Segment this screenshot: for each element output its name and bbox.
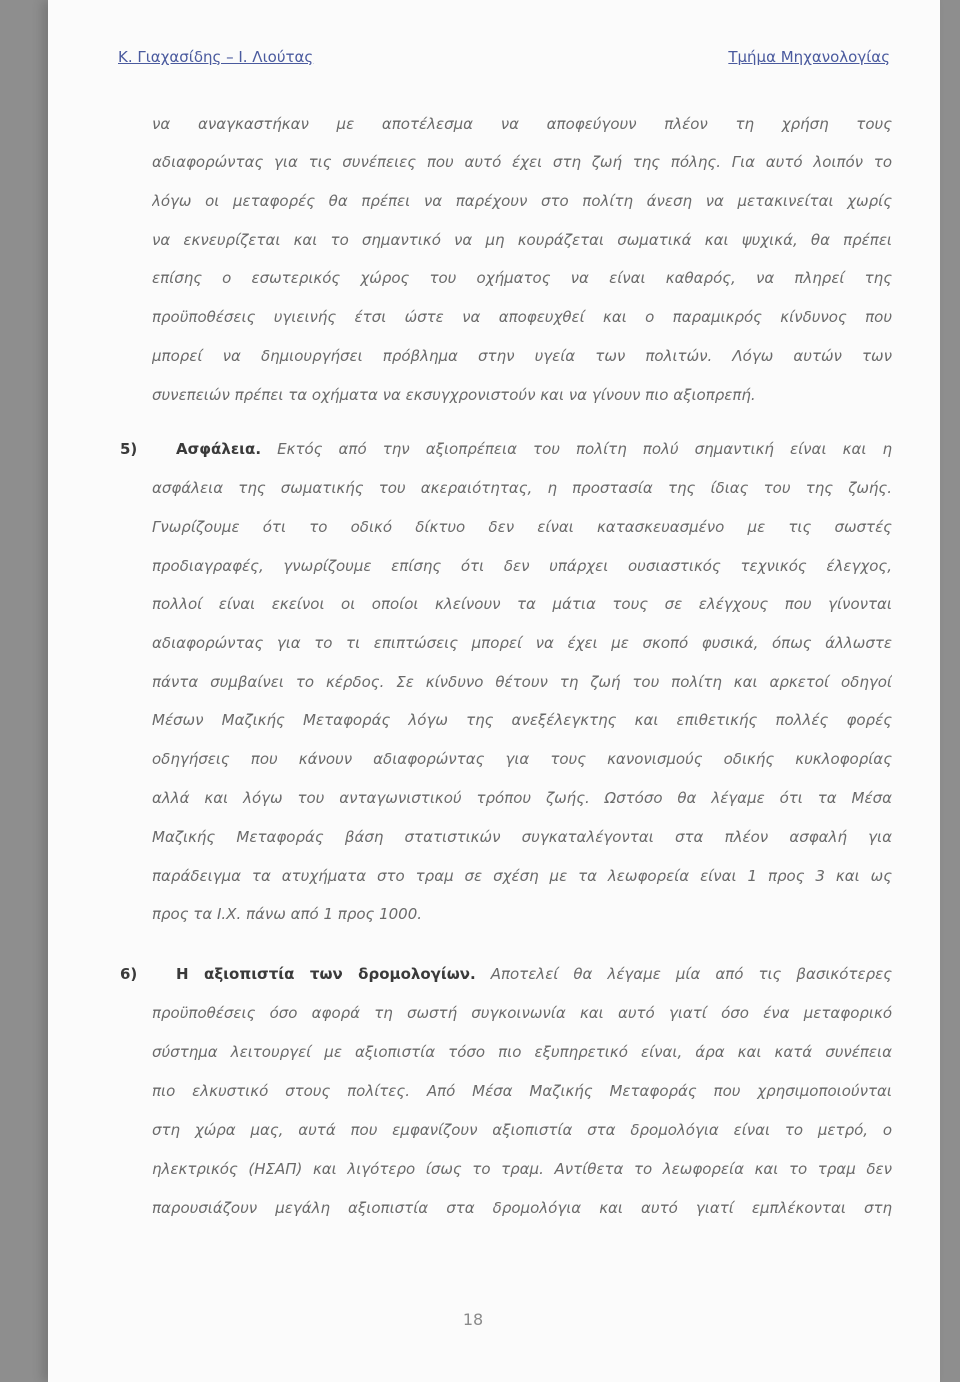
section-heading-line bbox=[176, 960, 892, 988]
text-line: προδιαγραφές, γνωρίζουμε επίσης ότι δεν υπάρχει ουσιαστικός τεχνικός έλεγχος, bbox=[152, 557, 892, 575]
text-line: να αναγκαστήκαν με αποτέλεσμα να αποφεύγουν πλέον τη χρήση τους bbox=[152, 115, 892, 133]
text-line: προϋποθέσεις όσο αφορά τη σωστή συγκοινωνία και αυτό γιατί όσο ένα μεταφορικό bbox=[152, 1004, 892, 1022]
text-line: προς τα Ι.Χ. πάνω από 1 προς 1000. bbox=[152, 905, 423, 923]
header-authors: Κ. Γιαχασίδης – Ι. Λιούτας bbox=[118, 48, 314, 66]
text-line: επίσης ο εσωτερικός χώρος του οχήματος να είναι καθαρός, να πληρεί της bbox=[152, 269, 892, 287]
section-number: 5) bbox=[120, 440, 138, 458]
text-line: ασφάλεια της σωματικής του ακεραιότητας, η προστασία της ίδιας του της ζωής. bbox=[152, 479, 892, 497]
text-line: Μέσων Μαζικής Μεταφοράς λόγω της ανεξέλεγκτης και επιθετικής πολλές φορές bbox=[152, 711, 892, 729]
text-line: Γνωρίζουμε ότι το οδικό δίκτυο δεν είναι κατασκευασμένο με τις σωστές bbox=[152, 518, 892, 536]
text-line: συνεπειών πρέπει τα οχήματα να εκσυγχρονιστούν και να γίνουν πιο αξιοπρεπή. bbox=[152, 386, 756, 404]
text-line: στη χώρα μας, αυτά που εμφανίζουν αξιοπιστία στα δρομολόγια είναι το μετρό, ο bbox=[152, 1121, 892, 1139]
text-line: αδιαφορώντας για τις συνέπειες που αυτό έχει στη ζωή της πόλης. Για αυτό λοιπόν το bbox=[152, 153, 892, 171]
section-first-text: Αποτελεί θα λέγαμε μία από τις βασικότερες bbox=[490, 965, 892, 983]
section-first-text: Εκτός από την αξιοπρέπεια του πολίτη πολύ σημαντική είναι και η bbox=[277, 440, 892, 458]
page-header bbox=[118, 48, 890, 70]
text-line: πολλοί είναι εκείνοι οι οποίοι κλείνουν τα μάτια τους σε ελέγχους που γίνονται bbox=[152, 595, 892, 613]
text-line: πάντα συμβαίνει το κέρδος. Σε κίνδυνο θέτουν τη ζωή του πολίτη και αρκετοί οδηγοί bbox=[152, 673, 892, 691]
section-title: Η αξιοπιστία των δρομολογίων. bbox=[176, 965, 476, 983]
text-line: λόγω οι μεταφορές θα πρέπει να παρέχουν στο πολίτη άνεση να μετακινείται χωρίς bbox=[152, 192, 892, 210]
document-page bbox=[48, 0, 940, 1382]
text-line: παρουσιάζουν μεγάλη αξιοπιστία στα δρομολόγια και αυτό γιατί εμπλέκονται στη bbox=[152, 1199, 892, 1217]
page-number: 18 bbox=[462, 1310, 484, 1329]
text-line: Μαζικής Μεταφοράς βάση στατιστικών συγκαταλέγονται στα πλέον ασφαλή για bbox=[152, 828, 892, 846]
text-line: μπορεί να δημιουργήσει πρόβλημα στην υγεία των πολιτών. Λόγω αυτών των bbox=[152, 347, 892, 365]
text-line: ηλεκτρικός (ΗΣΑΠ) και λιγότερο ίσως το τραμ. Αντίθετα το λεωφορεία και το τραμ δεν bbox=[152, 1160, 892, 1178]
section-title: Ασφάλεια. bbox=[176, 440, 262, 458]
text-line: προϋποθέσεις υγιεινής έτσι ώστε να αποφευχθεί και ο παραμικρός κίνδυνος που bbox=[152, 308, 892, 326]
text-line: παράδειγμα τα ατυχήματα στο τραμ σε σχέση με τα λεωφορεία είναι 1 προς 3 και ως bbox=[152, 867, 892, 885]
text-line: αλλά και λόγω του ανταγωνιστικού τρόπου ζωής. Ωστόσο θα λέγαμε ότι τα Μέσα bbox=[152, 789, 892, 807]
section-heading-line bbox=[176, 435, 892, 463]
section-number: 6) bbox=[120, 965, 138, 983]
text-line: να εκνευρίζεται και το σημαντικό να μη κουράζεται σωματικά και ψυχικά, θα πρέπει bbox=[152, 231, 892, 249]
header-department: Τμήμα Μηχανολογίας bbox=[728, 48, 890, 66]
text-line: αδιαφορώντας για το τι επιπτώσεις μπορεί να έχει με σκοπό φυσικά, όπως άλλωστε bbox=[152, 634, 892, 652]
text-line: οδηγήσεις που κάνουν αδιαφορώντας για τους κανονισμούς οδικής κυκλοφορίας bbox=[152, 750, 892, 768]
text-line: σύστημα λειτουργεί με αξιοπιστία τόσο πιο εξυπηρετικό είναι, άρα και κατά συνέπεια bbox=[152, 1043, 892, 1061]
text-line: πιο ελκυστικό στους πολίτες. Από Μέσα Μαζικής Μεταφοράς που χρησιμοποιούνται bbox=[152, 1082, 892, 1100]
